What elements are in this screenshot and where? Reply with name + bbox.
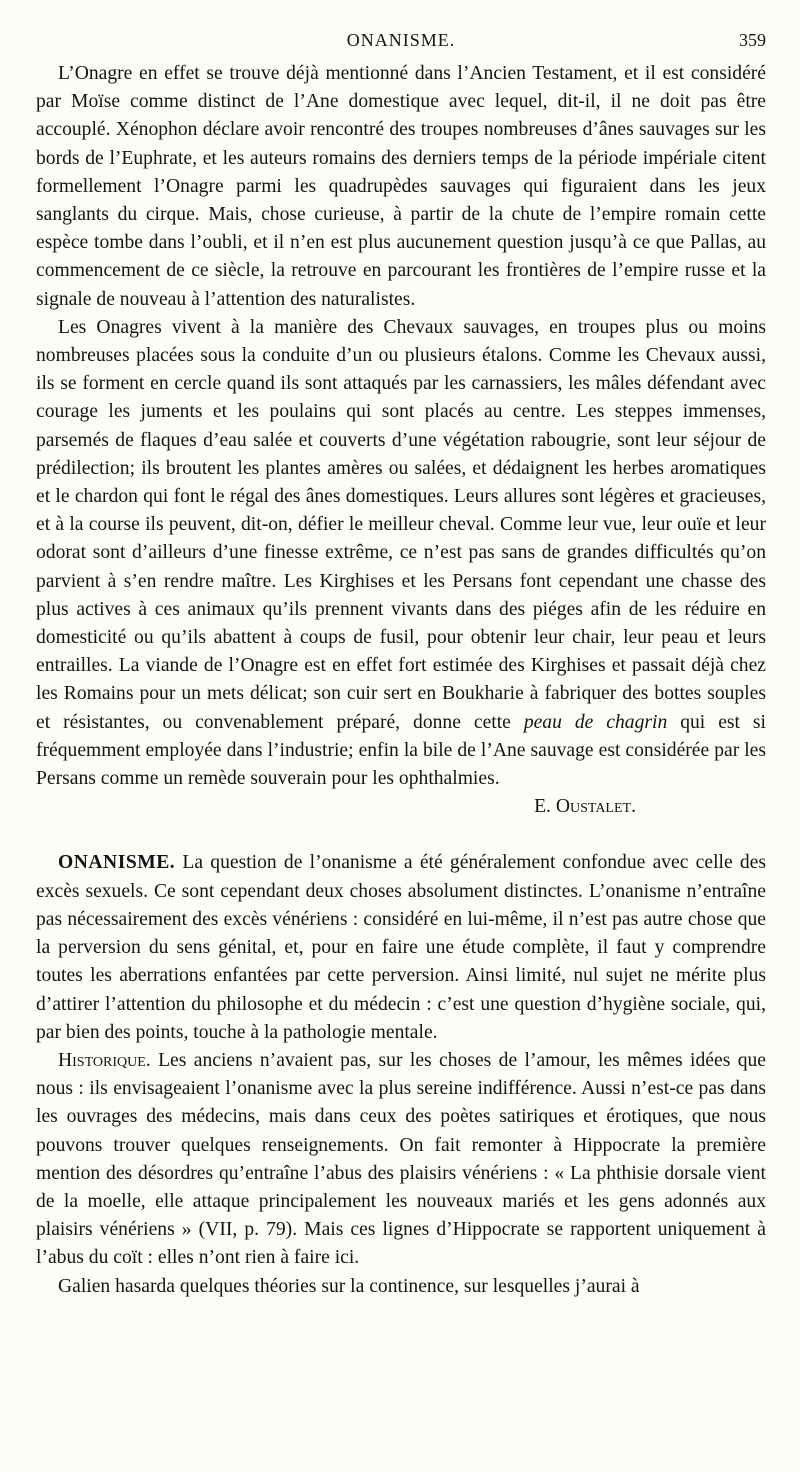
text-run: Les anciens n’avaient pas, sur les choses de l’amour, les mêmes idées que nous : ils envisageaient l’onanisme avec la plus sereine indifférence. Aussi n’est-ce pas dans les ouvrages des médecins, mais dans ceux des poètes satiriques et érotiques, que nous pouvons trouver quelques renseignements. On fait remonter à Hippocrate la première mention des désordres qu’entraîne l’abus des plaisirs vénériens : « La phthisie dorsale vient de la moelle, elle attaque principalement les nouveaux mariés et les gens adonnés aux plaisirs vénériens » (VII, p. 79). Mais ces lignes d’Hippocrate se rapportent uniquement à l’abus du coït : elles n’ont rien à faire ici. — [36, 1049, 766, 1269]
onanisme-article — [36, 849, 766, 1300]
onagre-article-end — [36, 60, 766, 821]
page — [36, 26, 766, 1301]
section-subhead: Historique. — [58, 1049, 151, 1071]
running-title: ONANISME. — [346, 30, 456, 50]
paragraph: Galien hasarda quelques théories sur la continence, sur lesquelles j’aurai à — [58, 1275, 640, 1297]
page-number: 359 — [739, 30, 766, 50]
text-run: La question de l’onanisme a été généralement confondue avec celle des excès sexuels. Ce sont cependant deux choses absolument distinctes. L’onanisme n’entraîne pas nécessairement des excès vénériens : considéré en lui-même, il n’est pas autre chose que la perversion du sens génital, et, pour en faire une étude complète, il faut y comprendre toutes les aberrations enfantées par cette perversion. Ainsi limité, nul sujet ne mérite plus d’attirer l’attention du philosophe et du médecin : c’est une question d’hygiène sociale, qui, par bien des points, touche à la pathologie mentale. — [36, 852, 766, 1043]
italic-term: peau de chagrin — [523, 711, 668, 733]
paragraph: L’Onagre en effet se trouve déjà mentionné dans l’Ancien Testament, et il est considéré par Moïse comme distinct de l’Ane domestique avec lequel, dit-il, il ne doit pas être accouplé. Xénophon déclare avoir rencontré des troupes nombreuses d’ânes sauvages sur les bords de l’Euphrate, et les auteurs romains des derniers temps de la période impériale citent formellement l’Onagre parmi les quadrupèdes sauvages qui figuraient dans les jeux sanglants du cirque. Mais, chose curieuse, à partir de la chute de l’empire romain cette espèce tombe dans l’oubli, et il n’en est plus aucunement question jusqu’à ce que Pallas, au commencement de ce siècle, la retrouve en parcourant les frontières de l’empire russe et la signale de nouveau à l’attention des naturalistes. — [36, 63, 766, 310]
paragraph — [36, 1047, 766, 1273]
text-run: qui est si fréquemment employée dans l’industrie; enfin la bile de l’Ane sauvage est considérée par les Persans comme un remède souverain pour les ophthalmies. — [36, 711, 766, 790]
paragraph — [36, 314, 766, 793]
text-run: Les Onagres vivent à la manière des Chevaux sauvages, en troupes plus ou moins nombreuses placées sous la conduite d’un ou plusieurs étalons. Comme les Chevaux aussi, ils se forment en cercle quand ils sont attaqués par les carnassiers, les mâles défendant avec courage les juments et les poulains qui sont placés au centre. Les steppes immenses, parsemés de flaques d’eau salée et couverts d’une végétation rabougrie, sont leur séjour de prédilection; ils broutent les plantes amères ou salées, et dédaignent les herbes aromatiques et le chardon qui font le régal des ânes domestiques. Leurs allures sont légères et gracieuses, et à la course ils peuvent, dit-on, défier le meilleur cheval. Comme leur vue, leur ouïe et leur odorat sont d’ailleurs d’une finesse extrême, ce n’est pas sans de grandes difficultés qu’on parvient à s’en rendre maître. Les Kirghises et les Persans font cependant une chasse des plus actives à ces animaux qu’ils prennent vivants dans des piéges afin de les réduire en domesticité ou qu’ils abattent à coups de fusil, pour obtenir leur chair, leur peau et leurs entrailles. La viande de l’Onagre est en effet fort estimée des Kirghises et passait déjà chez les Romains pour un mets délicat; son cuir sert en Boukharie à fabriquer des bottes souples et résistantes, ou convenablement préparé, donne cette — [36, 316, 766, 733]
running-header — [36, 26, 766, 60]
entry-headword: ONANISME. — [58, 852, 176, 874]
author-signature: E. Oustalet. — [534, 796, 636, 818]
signature-line — [36, 793, 766, 821]
paragraph — [36, 849, 766, 1046]
